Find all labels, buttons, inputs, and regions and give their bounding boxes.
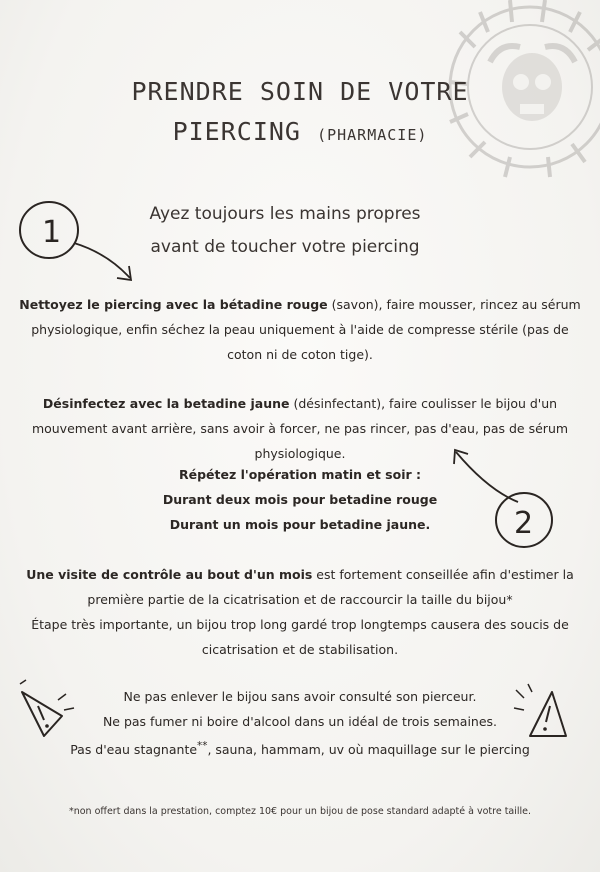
title-line-2	[0, 112, 600, 155]
cleaning-bold: Nettoyez le piercing avec la bétadine rouge	[19, 297, 328, 312]
paragraph-checkup	[14, 562, 586, 662]
paragraph-precautions	[70, 684, 530, 762]
precaution-rest: , sauna, hammam, uv où maquillage sur le piercing	[207, 742, 530, 758]
disinfect-bold: Désinfectez avec la betadine jaune	[42, 396, 290, 411]
title-line-1: PRENDRE SOIN DE VOTRE	[131, 77, 469, 106]
repeat-line-3: Durant un mois pour betadine jaune.	[169, 517, 431, 532]
paragraph-repeat	[110, 462, 490, 537]
repeat-line-1: Répétez l'opération matin et soir :	[178, 467, 422, 482]
headline-line-2: avant de toucher votre piercing	[150, 237, 420, 257]
precaution-line-2: Ne pas fumer ni boire d'alcool dans un idéal de trois semaines.	[102, 714, 498, 729]
headline	[120, 198, 450, 264]
checkup-bold: Une visite de contrôle au bout d'un mois	[26, 567, 313, 582]
checkup-warning: Étape très importante, un bijou trop long gardé trop longtemps causera des soucis de cicatrisation et de stabilisation.	[31, 617, 569, 657]
precaution-water: Pas d'eau stagnante	[70, 742, 198, 758]
page-title	[0, 72, 600, 155]
disinfect-text: (désinfectant), faire coulisser le bijou d'un mouvement avant arrière, sans avoir à forcer, ne pas rincer, pas d'eau, pas de sérum physiologique.	[31, 396, 569, 461]
headline-line-1: Ayez toujours les mains propres	[149, 204, 421, 224]
title-pharmacie: (PHARMACIE)	[317, 126, 428, 144]
step-two-number: 2	[514, 506, 534, 541]
precaution-line-3	[70, 734, 530, 762]
step-one-number: 1	[42, 215, 62, 250]
title-piercing: PIERCING	[172, 117, 301, 146]
repeat-line-2: Durant deux mois pour betadine rouge	[162, 492, 438, 507]
paragraph-cleaning	[14, 292, 586, 367]
precaution-line-1: Ne pas enlever le bijou sans avoir consulté son pierceur.	[123, 689, 477, 704]
cleaning-text: (savon), faire mousser, rincez au sérum physiologique, enfin séchez la peau uniquement à l'aide de compresse stérile (pas de coton ni de coton tige).	[31, 297, 581, 362]
footnote: *non offert dans la prestation, comptez 10€ pour un bijou de pose standard adapté à votre taille.	[68, 806, 532, 817]
checkup-text: est fortement conseillée afin d'estimer la première partie de la cicatrisation et de raccourcir la taille du bijou*	[87, 567, 574, 607]
warning-icon-right	[508, 680, 578, 750]
precaution-water-mark: **	[197, 740, 208, 752]
